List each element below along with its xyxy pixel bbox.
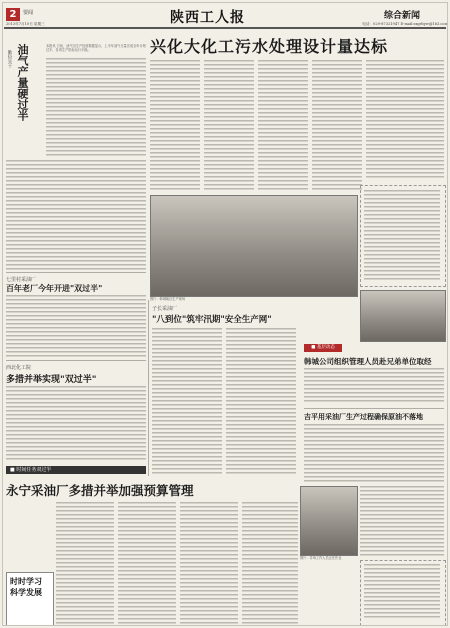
story-mine-headline: 多措并举实现"双过半" (6, 375, 97, 385)
story-yongping-col-1 (56, 502, 114, 624)
news-photo-bottom (300, 486, 358, 556)
column-marker: ■ 时间任务双过半 (6, 466, 146, 474)
center-top-col-3 (258, 60, 308, 190)
left-top-kicker: 勤俭实干 (7, 50, 12, 68)
story-safety-col-1 (152, 328, 222, 474)
story-yongping-col-2 (118, 502, 176, 624)
page-label: 要闻 (23, 10, 34, 16)
story-industry-headline: 韩城公司组织管理人员赴兄弟单位取经 (304, 357, 432, 366)
story-mine-kicker: 西北化工院 (6, 365, 32, 371)
left-top-body (46, 58, 146, 158)
story-yongping-headline: 永宁采油厂多措并举加强预算管理 (6, 483, 194, 498)
news-flag: ■ 基层动态 (304, 344, 342, 352)
left-top-intro: 本报讯 日前，油气田生产经营数据显示，上半年油气当量完成全年计划过半，各项生产指标运行平稳。 (46, 44, 146, 52)
masthead-title: 陕西工人报 (170, 10, 245, 26)
bottom-right-box-text (364, 564, 440, 620)
calligraphy-text: 时时学习 科学发展 (10, 576, 42, 597)
divider-right-1 (304, 408, 444, 409)
story-safety-kicker: 子长采油厂 (152, 306, 178, 312)
news-photo-top (150, 195, 358, 297)
story-expert-body (304, 424, 444, 482)
story-overtime-kicker: 七里村采油厂 (6, 277, 37, 283)
left-top-body-wide (6, 160, 146, 270)
story-industry-body (304, 368, 444, 404)
right-top-col-2 (366, 60, 444, 180)
story-safety-headline: "八到位"筑牢汛期"安全生产网" (152, 315, 272, 325)
contact-line: 电话：029-87321947 E-mail:sxgrbyw@163.com (362, 22, 448, 26)
page-number-badge: 2 (6, 8, 20, 21)
divider-left-2 (6, 360, 146, 361)
story-safety-col-2 (226, 328, 296, 474)
story-yongping-col-4 (242, 502, 298, 624)
divider-left-1 (6, 272, 146, 273)
page-header (0, 0, 450, 26)
story-mine-body (6, 386, 146, 462)
photo-caption-bottom: 图片：井场工作人员正在作业 (300, 556, 342, 560)
right-sidebar-text (364, 190, 440, 280)
center-top-col-2 (204, 60, 254, 190)
main-headline: 兴化大化工污水处理设计量达标 (150, 37, 389, 56)
story-expert-headline: 吉平用采油厂生产过程确保原油不落地 (304, 413, 423, 421)
center-top-col-1 (150, 60, 200, 190)
left-top-headline: 油气产量硬过半 (16, 44, 29, 121)
news-photo-right (360, 290, 446, 342)
photo-caption-top: 图片：韩城地区生产现场 (150, 297, 186, 301)
right-top-col-1 (312, 60, 362, 190)
story-overtime-headline: 百年老厂今年开进"双过半" (6, 284, 103, 293)
issue-date: 2013年7月10日 星期三 (6, 22, 45, 26)
story-yongping-col-3 (180, 502, 238, 624)
bottom-right-text-1 (360, 486, 444, 556)
col-divider-center (148, 300, 149, 476)
story-overtime-body (6, 295, 146, 357)
section-title: 综合新闻 (384, 11, 421, 21)
header-rule (4, 27, 446, 29)
